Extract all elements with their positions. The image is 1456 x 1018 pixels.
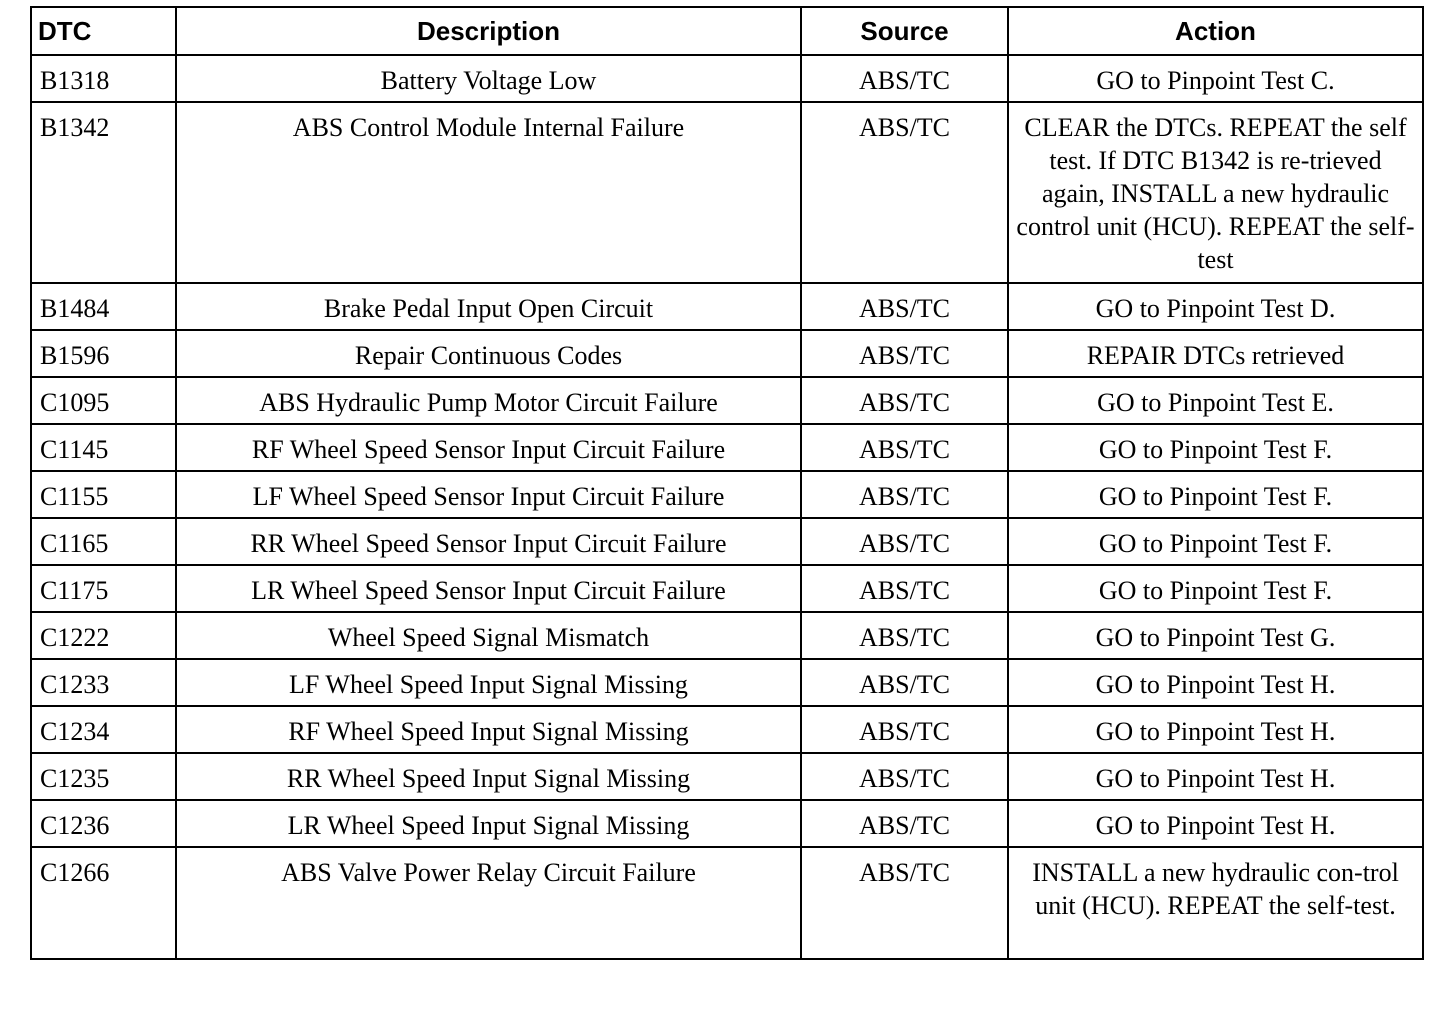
dtc-description: ABS Valve Power Relay Circuit Failure: [176, 847, 801, 959]
dtc-action: GO to Pinpoint Test D.: [1008, 283, 1423, 330]
table-row: [31, 706, 1423, 753]
dtc-description: RR Wheel Speed Input Signal Missing: [176, 753, 801, 800]
table-row: [31, 424, 1423, 471]
table-row: [31, 612, 1423, 659]
header-action: Action: [1008, 7, 1423, 55]
dtc-action: GO to Pinpoint Test H.: [1008, 800, 1423, 847]
dtc-action: GO to Pinpoint Test G.: [1008, 612, 1423, 659]
dtc-action: GO to Pinpoint Test H.: [1008, 659, 1423, 706]
dtc-table: [30, 6, 1424, 960]
table-row: [31, 283, 1423, 330]
dtc-source: ABS/TC: [801, 706, 1008, 753]
dtc-code: B1318: [31, 55, 176, 102]
dtc-source: ABS/TC: [801, 518, 1008, 565]
dtc-description: Brake Pedal Input Open Circuit: [176, 283, 801, 330]
dtc-code: B1484: [31, 283, 176, 330]
dtc-code: C1095: [31, 377, 176, 424]
table-row: [31, 800, 1423, 847]
dtc-action: GO to Pinpoint Test F.: [1008, 471, 1423, 518]
table-row: [31, 659, 1423, 706]
dtc-code: C1266: [31, 847, 176, 959]
dtc-action: GO to Pinpoint Test H.: [1008, 753, 1423, 800]
dtc-source: ABS/TC: [801, 659, 1008, 706]
dtc-code: C1165: [31, 518, 176, 565]
dtc-source: ABS/TC: [801, 753, 1008, 800]
dtc-action: GO to Pinpoint Test F.: [1008, 565, 1423, 612]
dtc-code: C1236: [31, 800, 176, 847]
dtc-source: ABS/TC: [801, 330, 1008, 377]
table-row: [31, 102, 1423, 283]
dtc-description: ABS Control Module Internal Failure: [176, 102, 801, 283]
dtc-source: ABS/TC: [801, 471, 1008, 518]
dtc-source: ABS/TC: [801, 424, 1008, 471]
dtc-description: LR Wheel Speed Sensor Input Circuit Failure: [176, 565, 801, 612]
dtc-action: GO to Pinpoint Test E.: [1008, 377, 1423, 424]
dtc-code: C1234: [31, 706, 176, 753]
table-row: [31, 377, 1423, 424]
table-row: [31, 471, 1423, 518]
dtc-action: REPAIR DTCs retrieved: [1008, 330, 1423, 377]
table-row: [31, 518, 1423, 565]
dtc-source: ABS/TC: [801, 283, 1008, 330]
dtc-action: GO to Pinpoint Test F.: [1008, 424, 1423, 471]
dtc-code: C1235: [31, 753, 176, 800]
header-description: Description: [176, 7, 801, 55]
dtc-description: Wheel Speed Signal Mismatch: [176, 612, 801, 659]
dtc-code: C1155: [31, 471, 176, 518]
table-row: [31, 847, 1423, 959]
dtc-source: ABS/TC: [801, 847, 1008, 959]
dtc-source: ABS/TC: [801, 612, 1008, 659]
dtc-description: Repair Continuous Codes: [176, 330, 801, 377]
dtc-action: GO to Pinpoint Test C.: [1008, 55, 1423, 102]
dtc-code: B1596: [31, 330, 176, 377]
dtc-description: Battery Voltage Low: [176, 55, 801, 102]
table-body: [31, 55, 1423, 959]
dtc-description: RF Wheel Speed Sensor Input Circuit Failure: [176, 424, 801, 471]
dtc-action: GO to Pinpoint Test H.: [1008, 706, 1423, 753]
dtc-code: C1175: [31, 565, 176, 612]
table-row: [31, 55, 1423, 102]
dtc-code: C1222: [31, 612, 176, 659]
header-dtc: DTC: [31, 7, 176, 55]
dtc-code: C1233: [31, 659, 176, 706]
dtc-source: ABS/TC: [801, 565, 1008, 612]
header-row: [31, 7, 1423, 55]
table-row: [31, 565, 1423, 612]
dtc-description: RR Wheel Speed Sensor Input Circuit Failure: [176, 518, 801, 565]
dtc-source: ABS/TC: [801, 102, 1008, 283]
table-row: [31, 753, 1423, 800]
dtc-source: ABS/TC: [801, 800, 1008, 847]
dtc-description: ABS Hydraulic Pump Motor Circuit Failure: [176, 377, 801, 424]
dtc-description: LR Wheel Speed Input Signal Missing: [176, 800, 801, 847]
dtc-description: RF Wheel Speed Input Signal Missing: [176, 706, 801, 753]
header-source: Source: [801, 7, 1008, 55]
dtc-action: INSTALL a new hydraulic con-trol unit (HCU). REPEAT the self-test.: [1008, 847, 1423, 959]
dtc-description: LF Wheel Speed Input Signal Missing: [176, 659, 801, 706]
dtc-description: LF Wheel Speed Sensor Input Circuit Failure: [176, 471, 801, 518]
dtc-action: CLEAR the DTCs. REPEAT the self test. If DTC B1342 is re-trieved again, INSTALL a new hydraulic control unit (HCU). REPEAT the self-test: [1008, 102, 1423, 283]
table-header: [31, 7, 1423, 55]
dtc-source: ABS/TC: [801, 55, 1008, 102]
table-row: [31, 330, 1423, 377]
dtc-code: C1145: [31, 424, 176, 471]
dtc-action: GO to Pinpoint Test F.: [1008, 518, 1423, 565]
dtc-code: B1342: [31, 102, 176, 283]
dtc-source: ABS/TC: [801, 377, 1008, 424]
